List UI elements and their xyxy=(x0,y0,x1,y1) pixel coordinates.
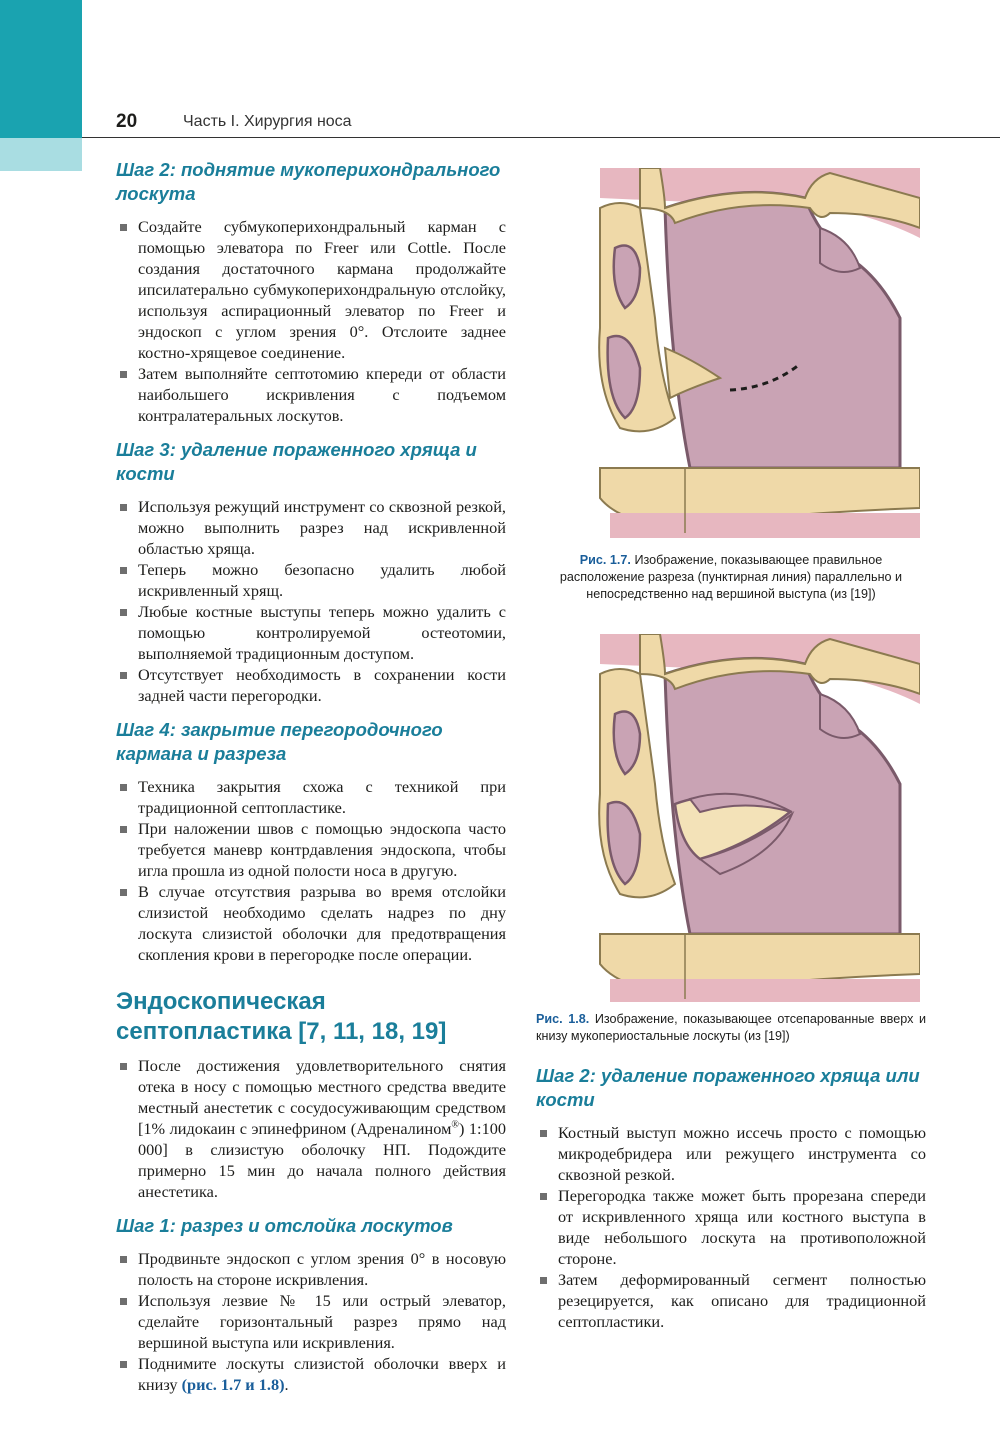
registered-mark: ® xyxy=(451,1119,459,1131)
list-item-text-pre: После достижения удовлетворительного снятия отека в носу с помощью местного средства введите местный анестетик с сосудосуживающим средством [1% лидокаин с эпинефрином (Адреналином xyxy=(138,1056,506,1138)
list-item: Костный выступ можно иссечь просто с помощью микродебридера или режущего инструмента со сквозной резкой. xyxy=(536,1122,926,1185)
step2b-heading: Шаг 2: удаление пораженного хряща или кости xyxy=(536,1065,920,1110)
running-head: Часть I. Хирургия носа xyxy=(183,113,352,130)
figure-1-7-caption xyxy=(536,552,926,603)
chapter-tab-light xyxy=(0,138,82,171)
step2-list xyxy=(116,216,506,426)
list-item xyxy=(116,1055,506,1202)
caption-text: Изображение, показывающее отсепарованные вверх и книзу мукопериостальные лоскуты (из [19]) xyxy=(536,1012,927,1043)
list-item: Создайте субмукоперихондральный карман с помощью элеватора по Freer или Cottle. После создания достаточного кармана продолжайте ипсилатерально субмукоперихондральную отслойку, используя аспирационный элеватор по Freer и эндоскоп с углом зрения 0°. Отслоите заднее костно-хрящевое соединение. xyxy=(116,216,506,363)
list-item: Затем деформированный сегмент полностью резецируется, как описано для традиционной септопластики. xyxy=(536,1269,926,1332)
step4-list xyxy=(116,776,506,965)
section-heading: Эндоскопическая септопластика [7, 11, 18, 19] xyxy=(116,988,447,1045)
list-item-text-post: . xyxy=(284,1375,289,1394)
caption-label: Рис. 1.8. xyxy=(536,1012,590,1026)
step2-heading: Шаг 2: поднятие мукоперихондрального лоскута xyxy=(116,159,501,204)
list-item: В случае отсутствия разрыва во время отслойки слизистой необходимо сделать надрез по дну лоскута слизистой оболочки для предотвращения скопления крови в перегородке после операции. xyxy=(116,881,506,965)
section-list xyxy=(116,1055,506,1202)
caption-label: Рис. 1.7. xyxy=(579,553,631,567)
step3-list xyxy=(116,496,506,706)
right-column xyxy=(536,1064,926,1342)
list-item: Используя лезвие № 15 или острый элеватор, сделайте горизонтальный разрез прямо над вершиной выступа или искривления. xyxy=(116,1290,506,1353)
list-item: Техника закрытия схожа с техникой при традиционной септопластике. xyxy=(116,776,506,818)
step1-list xyxy=(116,1248,506,1395)
step1-heading: Шаг 1: разрез и отслойка лоскутов xyxy=(116,1215,453,1236)
list-item xyxy=(116,1353,506,1395)
list-item-text-pre: Поднимите лоскуты слизистой оболочки вверх и книзу xyxy=(138,1354,506,1394)
page-number: 20 xyxy=(116,111,138,132)
figure-reference-link[interactable]: (рис. 1.7 и 1.8) xyxy=(181,1375,285,1394)
step2b-list xyxy=(536,1122,926,1332)
figure-1-7-illustration xyxy=(580,168,920,538)
list-item: Затем выполняйте септотомию кпереди от области наибольшего искривления с подъемом контралатеральных лоскутов. xyxy=(116,363,506,426)
list-item: Отсутствует необходимость в сохранении кости задней части перегородки. xyxy=(116,664,506,706)
list-item: Перегородка также может быть прорезана спереди от искривленного хряща или костного выступа в виде небольшого лоскута на противоположной стороне. xyxy=(536,1185,926,1269)
step3-heading: Шаг 3: удаление пораженного хряща и кости xyxy=(116,439,477,484)
list-item-text-post: ) 1:100 000] в слизистую оболочку НП. Подождите примерно 15 мин до начала полного действия анестетика. xyxy=(138,1119,507,1201)
list-item: При наложении швов с помощью эндоскопа часто требуется маневр контрдавления эндоскопа, чтобы игла прошла из одной полости носа в другую. xyxy=(116,818,506,881)
header-rule xyxy=(82,137,1000,138)
list-item: Продвиньте эндоскоп с углом зрения 0° в носовую полость на стороне искривления. xyxy=(116,1248,506,1290)
chapter-tab xyxy=(0,0,82,138)
list-item: Используя режущий инструмент со сквозной резкой, можно выполнить разрез над искривленной областью хряща. xyxy=(116,496,506,559)
caption-text: Изображение, показывающее правильное расположение разреза (пунктирная линия) параллельно и непосредственно над вершиной выступа (из [19]) xyxy=(559,553,903,601)
figure-1-8-illustration xyxy=(580,634,920,1002)
left-column xyxy=(116,158,506,1405)
list-item: Любые костные выступы теперь можно удалить с помощью контролируемой остеотомии, выполняемой традиционным доступом. xyxy=(116,601,506,664)
figure-1-8-caption xyxy=(536,1011,926,1045)
step4-heading: Шаг 4: закрытие перегородочного кармана и разреза xyxy=(116,719,443,764)
list-item: Теперь можно безопасно удалить любой искривленный хрящ. xyxy=(116,559,506,601)
